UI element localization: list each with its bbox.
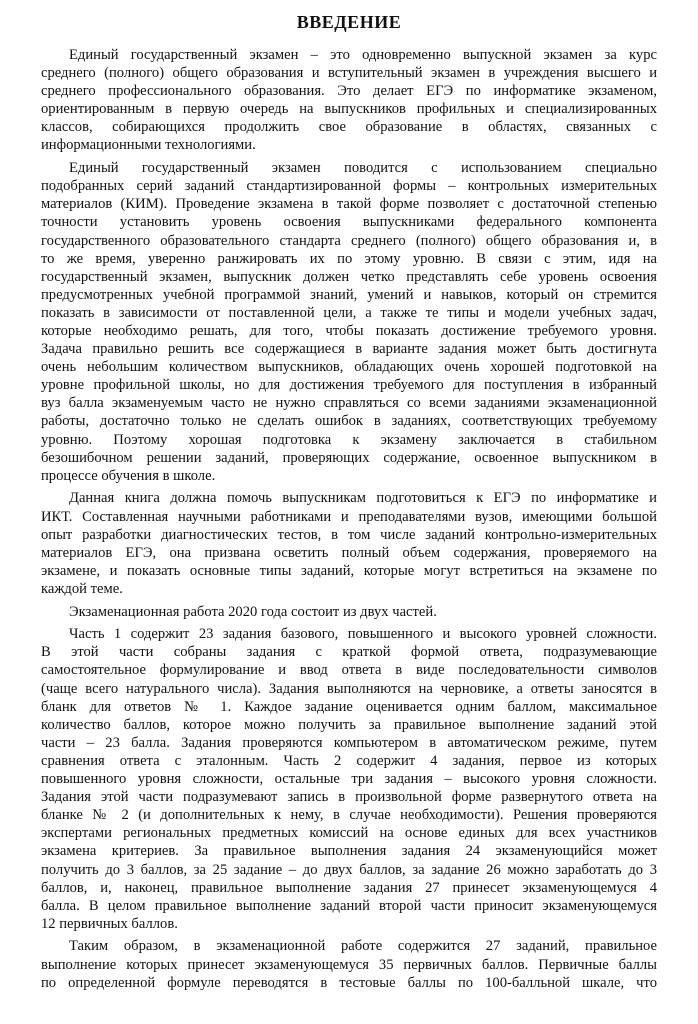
text-line: среднего профессионального образования. Это делает ЕГЭ по информатике экзаменом, (41, 83, 657, 100)
text-line: Единый государственный экзамен – это одновременно выпускной экзамен за курс (69, 47, 657, 63)
text-line: среднего (полного) общего образования и вступительный экзамен в учреждения высшего и (41, 65, 657, 82)
document-body (41, 46, 657, 992)
text-line: вуз балла экзаменуемым часто не нужно справляться со всеми заданиями экзаменационной (41, 395, 657, 412)
text-line: опыт разработки диагностических тестов, в том числе заданий контрольно-измерительных (41, 526, 657, 543)
paragraph (41, 937, 657, 991)
text-line: самостоятельное формулирование и ввод ответа в виде последовательности символов (41, 662, 657, 679)
text-line: материалов ЕГЭ, она призвана осветить полный объем содержания, проверяемого на (41, 544, 657, 561)
text-line: количество баллов, которое можно получить за правильное выполнение заданий этой (41, 716, 657, 733)
text-line: получить до 3 баллов, за 25 задание – до двух баллов, за задание 26 можно заработать до 3 (41, 861, 657, 878)
text-line: каждой теме. (41, 580, 123, 597)
text-line: уровне профильной школы, но для достижения требуемого для поступления в избранный (41, 377, 657, 394)
text-line: безошибочном решении заданий, проверяющих содержание, освоенное выпускником в (41, 449, 657, 466)
text-line: предусмотренных учебной программой знаний, умений и навыков, который он стремится (41, 286, 657, 303)
text-line: по определенной формуле переводятся в тестовые баллы по 100-балльной шкале, что (41, 974, 657, 991)
paragraph (41, 603, 657, 621)
text-line: части – 23 балла. Задания проверяются компьютером в автоматическом режиме, путем (41, 734, 657, 751)
text-line: Задания этой части подразумевают запись в произвольной форме развернутого ответа на (41, 789, 657, 806)
text-line: (чаще всего натурального числа). Задания выполняются на черновике, а ответы заносятся в (41, 680, 657, 697)
text-line: Таким образом, в экзаменационной работе содержится 27 заданий, правильное (69, 938, 657, 955)
text-line: баллов, и, наконец, правильное выполнение задания 27 принесет экзаменующемуся 4 (41, 879, 657, 896)
text-line: точности установить уровень освоения выпускниками федерального компонента (41, 214, 657, 231)
text-line: экспертами региональных предметных комиссий на основе единых для всех участников (41, 825, 657, 842)
text-line: выполнение которых принесет экзаменующемуся 35 первичных баллов. Первичные баллы (41, 956, 657, 973)
text-line: процессе обучения в школе. (41, 467, 216, 484)
text-line: Часть 1 содержит 23 задания базового, повышенного и высокого уровней сложности. (69, 626, 657, 643)
paragraph (41, 46, 657, 155)
text-line: бланке № 2 (и дополнительных к нему, в случае необходимости). Решения проверяются (41, 807, 657, 824)
text-line: информационными технологиями. (41, 137, 256, 154)
text-line: подобранных серий заданий стандартизированной формы – контрольных измерительных (41, 178, 657, 195)
text-line: сравнения ответа с эталонным. Часть 2 содержит 4 задания, первое из которых (41, 752, 657, 769)
page-title: ВВЕДЕНИЕ (296, 12, 402, 32)
text-line: государственный экзамен, выпускник должен четко представлять себе уровень освоения (41, 268, 657, 285)
text-line: балла. В целом правильное выполнение заданий второй части приносит экзаменующемуся (41, 897, 657, 914)
text-line: материалов (КИМ). Проведение экзамена в такой форме позволяет с достаточной степенью (41, 196, 657, 213)
text-line: показать в зависимости от поставленной цели, а также те типы и модели учебных задач, (41, 304, 657, 321)
text-line: ориентированным в первую очередь на выпускников профильных и специализированных (41, 101, 657, 118)
text-line: уровню. Поэтому хорошая подготовка к экзамену заключается в стабильном (41, 431, 657, 448)
text-line: Данная книга должна помочь выпускникам подготовиться к ЕГЭ по информатике и (69, 490, 657, 507)
text-line: государственного образовательного стандарта среднего (полного) общего образования и, в (41, 232, 657, 249)
text-line: классов, собирающихся продолжить свое образование в областях, связанных с (41, 119, 657, 136)
paragraph (41, 625, 657, 933)
paragraph (41, 489, 657, 598)
text-line: работы, достаточно только не сделать ошибок в заданиях, соответствующих требуемому (41, 413, 657, 430)
text-line: экзамена критериев. За правильное выполнения задания 24 экзаменующийся может (41, 843, 657, 860)
text-line: то же время, уверенно ранжировать их по этому уровню. В связи с этим, идя на (41, 250, 657, 267)
text-line: Задача правильно решить все содержащиеся в варианте задания может быть достигнута (41, 341, 657, 358)
text-line: Экзаменационная работа 2020 года состоит из двух частей. (69, 603, 437, 620)
paragraph (41, 159, 657, 485)
text-line: экзамене, и показать основные типы заданий, которые могут встретиться на экзамене по (41, 562, 657, 579)
text-line: В этой части собраны задания с краткой формой ответа, подразумевающие (41, 644, 657, 661)
text-line: которые необходимо решать, для того, чтобы показать достижение требуемого уровня. (41, 323, 657, 339)
text-line: 12 первичных баллов. (41, 915, 178, 932)
text-line: очень небольшим количеством выпускников, обладающих очень хорошей подготовкой на (41, 359, 657, 376)
text-line: Единый государственный экзамен поводится с использованием специально (69, 160, 657, 177)
text-line: повышенного уровня сложности, остальные три задания – высокого уровня сложности. (41, 771, 657, 788)
text-line: ИКТ. Составленная научными работниками и преподавателями вузов, имеющими большой (41, 508, 657, 525)
text-line: бланк для ответов № 1. Каждое задание оценивается одним баллом, максимальное (41, 698, 657, 715)
